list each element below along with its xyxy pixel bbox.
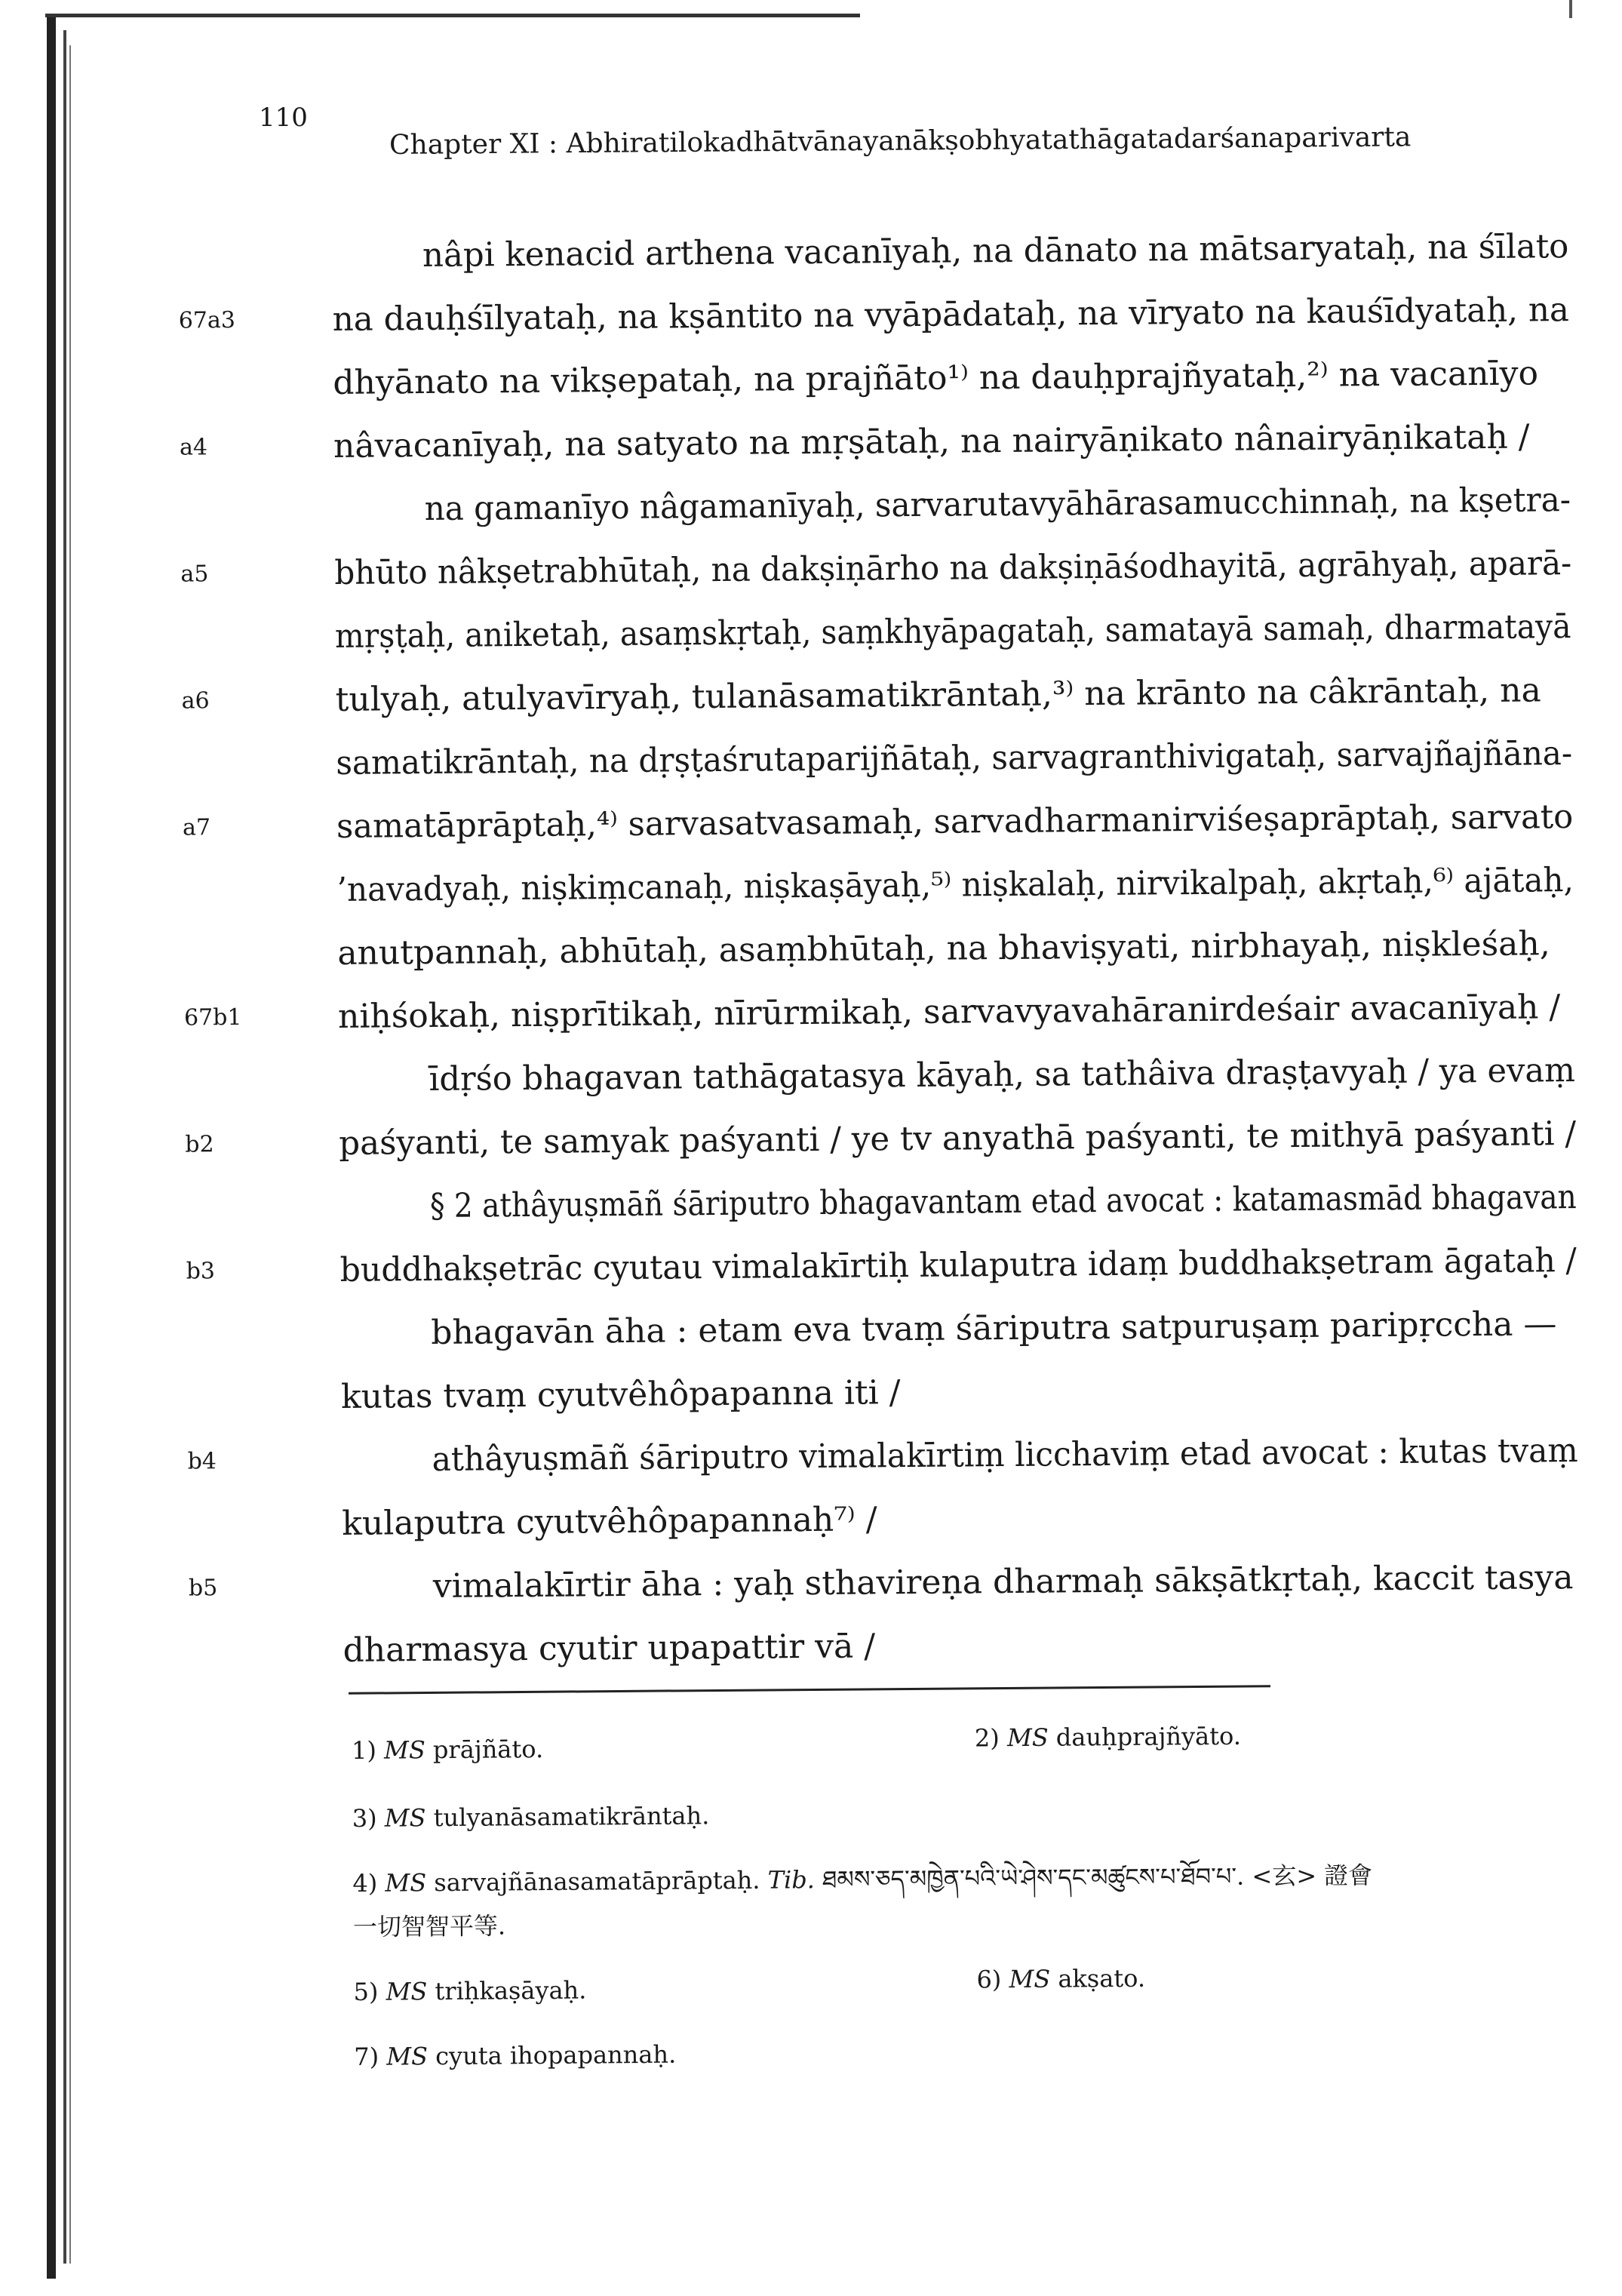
text-line-content: tulyaḥ, atulyavīryaḥ, tulanāsamatikrāntaḥ,³⁾ na krānto na câkrāntaḥ, na: [335, 671, 1541, 719]
footnote-4-continuation: 一切智智平等.: [352, 1911, 506, 1941]
text-line-content: buddhakṣetrāc cyutau vimalakīrtiḥ kulaputra idaṃ buddhakṣetram āgataḥ /: [339, 1241, 1577, 1289]
folio-reference: 67b1: [183, 1004, 242, 1031]
footnote-4: 4) MS sarvajñānasamatāprāptaḥ. Tib. ཐམས་ཅད་མཁྱེན་པའི་ཡེ་ཤེས་དང་མཚུངས་པ་ཐོབ་པ་. <玄> 證會: [352, 1861, 1373, 1898]
text-line-content: na gamanīyo nâgamanīyaḥ, sarvarutavyāhārasamucchinnaḥ, na kṣetra-: [424, 481, 1571, 529]
folio-reference: b3: [186, 1258, 216, 1285]
folio-reference: b4: [187, 1448, 217, 1475]
folio-reference: b2: [185, 1131, 214, 1158]
text-line-content: athâyuṣmāñ śāriputro vimalakīrtiṃ licchaviṃ etad avocat : kutas tvaṃ: [432, 1431, 1578, 1480]
text-line-content: īdṛśo bhagavan tathāgatasya kāyaḥ, sa tathâiva draṣṭavyaḥ / ya evaṃ: [429, 1051, 1576, 1099]
text-line-content: kutas tvaṃ cyutvêhôpapanna iti /: [340, 1373, 901, 1416]
footnote-1: 1) MS prājñāto.: [351, 1735, 544, 1765]
text-line-content: samatāprāptaḥ,⁴⁾ sarvasatvasamaḥ, sarvadharmanirviśeṣaprāptaḥ, sarvato: [336, 798, 1574, 846]
text-line-content: § 2 athâyuṣmāñ śāriputro bhagavantam etad avocat : katamasmād bhagavan: [429, 1178, 1577, 1226]
folio-reference: a7: [182, 814, 211, 841]
text-line-content: ’navadyaḥ, niṣkiṃcanaḥ, niṣkaṣāyaḥ,⁵⁾ niṣkalaḥ, nirvikalpaḥ, akṛtaḥ,⁶⁾ ajātaḥ,: [336, 861, 1574, 909]
text-line-content: vimalakīrtir āha : yaḥ sthavireṇa dharmaḥ sākṣātkṛtaḥ, kaccit tasya: [432, 1558, 1574, 1606]
footnote-6: 6) MS akṣato.: [976, 1963, 1146, 1994]
text-line-content: dharmasya cyutir upapattir vā /: [343, 1627, 876, 1670]
text-line-content: samatikrāntaḥ, na dṛṣṭaśrutaparijñātaḥ, sarvagranthivigataḥ, sarvajñajñāna-: [336, 734, 1573, 782]
footnote-3: 3) MS tulyanāsamatikrāntaḥ.: [352, 1801, 710, 1833]
footnote-7: 7) MS cyuta ihopapannaḥ.: [354, 2039, 677, 2071]
folio-reference: 67a3: [178, 307, 236, 334]
text-line-content: paśyanti, te samyak paśyanti / ye tv anyathā paśyanti, te mithyā paśyanti /: [339, 1114, 1577, 1163]
folio-reference: a4: [179, 434, 208, 461]
text-line-content: kulaputra cyutvêhôpapannaḥ⁷⁾ /: [342, 1500, 877, 1543]
text-line-content: mṛṣṭaḥ, aniketaḥ, asaṃskṛtaḥ, saṃkhyāpagataḥ, samatayā samaḥ, dharmatayā: [334, 607, 1571, 656]
running-title: Chapter XI : Abhiratilokadhātvānayanākṣobhyatathāgatadarśanaparivarta: [389, 121, 1412, 161]
text-line-content: anutpannaḥ, abhūtaḥ, asaṃbhūtaḥ, na bhaviṣyati, nirbhayaḥ, niṣkleśaḥ,: [337, 924, 1550, 973]
text-line-content: nâpi kenacid arthena vacanīyaḥ, na dānato na mātsaryataḥ, na śīlato: [422, 227, 1569, 275]
text-line-content: bhūto nâkṣetrabhūtaḥ, na dakṣiṇārho na dakṣiṇāśodhayitā, agrāhyaḥ, aparā-: [334, 544, 1572, 592]
folio-reference: a6: [181, 687, 210, 715]
text-line-content: nâvacanīyaḥ, na satyato na mṛṣātaḥ, na nairyāṇikato nânairyāṇikataḥ /: [333, 417, 1530, 466]
folio-reference: a5: [180, 561, 209, 588]
footnote-5: 5) MS triḥkaṣāyaḥ.: [353, 1975, 587, 2006]
page-number: 110: [259, 103, 308, 133]
text-line-content: dhyānato na vikṣepataḥ, na prajñāto¹⁾ na dauḥprajñyataḥ,²⁾ na vacanīyo: [333, 354, 1539, 402]
text-line-content: bhagavān āha : etam eva tvaṃ śāriputra satpuruṣaṃ paripṛccha —: [431, 1305, 1557, 1353]
text-line-content: niḥśokaḥ, niṣprītikaḥ, nīrūrmikaḥ, sarvavyavahāranirdeśair avacanīyaḥ /: [337, 988, 1561, 1036]
footnote-2: 2) MS dauḥprajñyāto.: [974, 1721, 1242, 1753]
folio-reference: b5: [188, 1575, 218, 1602]
text-line-content: na dauḥśīlyataḥ, na kṣāntito na vyāpādataḥ, na vīryato na kauśīdyataḥ, na: [332, 290, 1570, 339]
